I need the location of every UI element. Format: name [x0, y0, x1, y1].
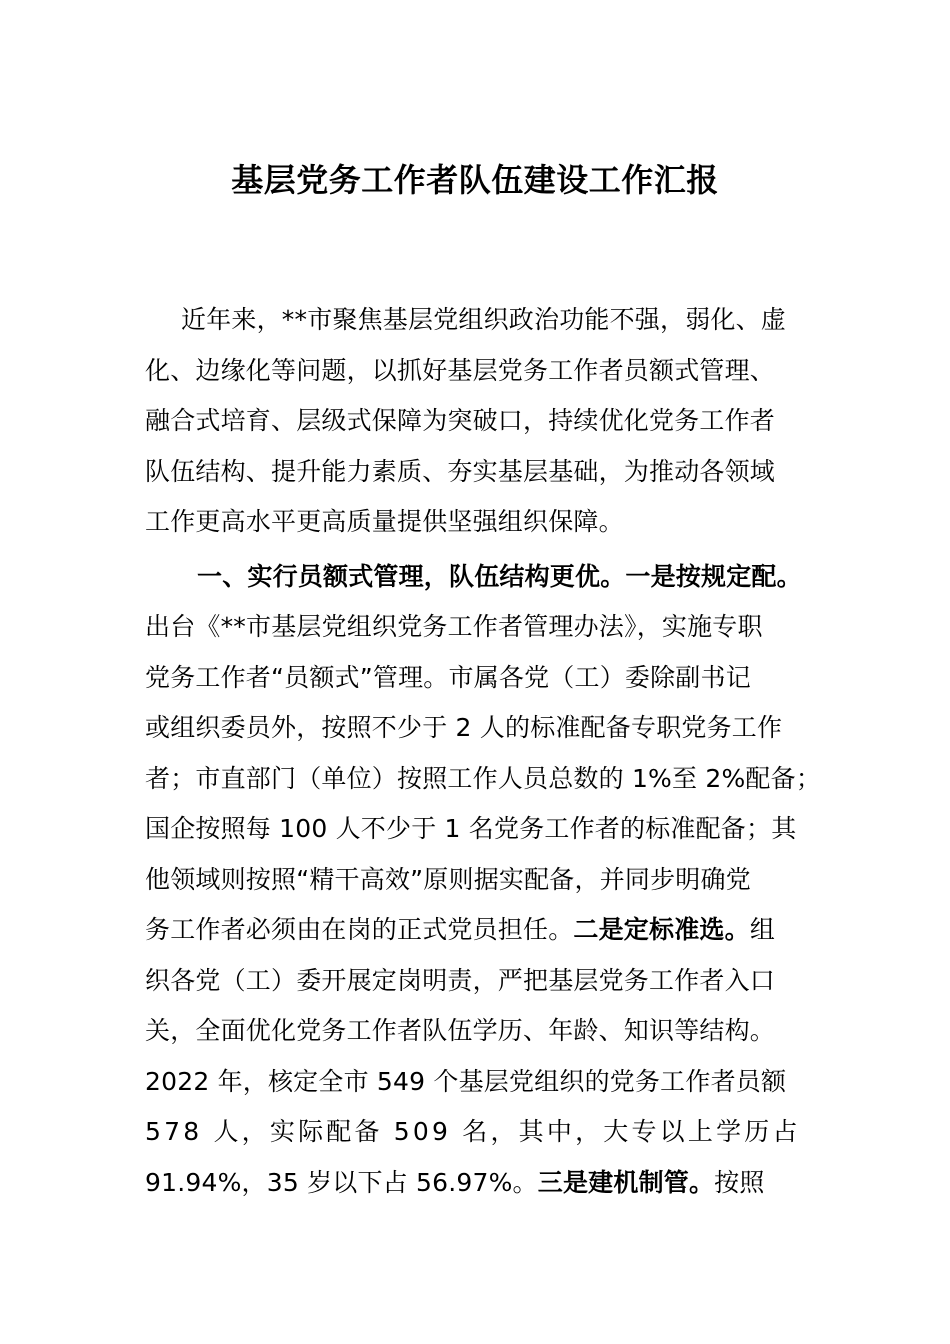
text-run: 务工作者必须由在岗的正式党员担任。	[145, 915, 574, 944]
paragraph-line: 他领域则按照“精干高效”原则据实配备，并同步明确党	[145, 864, 751, 894]
text-run: 按照	[714, 1167, 765, 1197]
text-run: 组	[749, 915, 776, 944]
document-body	[145, 295, 822, 1208]
paragraph-line: 队伍结构、提升能力素质、夯实基层基础，为推动各领域	[145, 456, 776, 486]
paragraph-line: 者；市直部门（单位）按照工作人员总数的 1%至 2%配备；	[145, 763, 822, 793]
paragraph-line: 出台《**市基层党组织党务工作者管理办法》，实施专职	[145, 612, 763, 641]
paragraph-section-one	[145, 552, 822, 1209]
paragraph-line: 578 人，实际配备 509 名，其中，大专以上学历占	[145, 1117, 801, 1146]
paragraph-line-mixed	[145, 1158, 810, 1209]
text-run: 91.94%，35 岁以下占 56.97%。	[145, 1167, 538, 1197]
paragraph-line: 近年来，**市聚焦基层党组织政治功能不强，弱化、虚	[181, 305, 787, 334]
paragraph-line: 关，全面优化党务工作者队伍学历、年龄、知识等结构。	[145, 1016, 776, 1045]
section-heading-line: 一、实行员额式管理，队伍结构更优。一是按规定配。	[197, 561, 802, 591]
bold-subheading: 三是建机制管。	[537, 1167, 715, 1197]
paragraph-line-mixed	[145, 905, 810, 956]
paragraph-line: 织各党（工）委开展定岗明责，严把基层党务工作者入口	[145, 965, 776, 995]
paragraph-line: 2022 年，核定全市 549 个基层党组织的党务工作者员额	[145, 1066, 787, 1096]
paragraph-line: 化、边缘化等问题，以抓好基层党务工作者员额式管理、	[145, 355, 776, 385]
paragraph-line: 融合式培育、层级式保障为突破口，持续优化党务工作者	[145, 406, 776, 435]
document-title: 基层党务工作者队伍建设工作汇报	[231, 161, 719, 199]
paragraph-line: 党务工作者“员额式”管理。市属各党（工）委除副书记	[145, 662, 751, 692]
bold-subheading: 二是定标准选。	[573, 915, 750, 944]
paragraph-line: 国企按照每 100 人不少于 1 名党务工作者的标准配备；其	[145, 814, 797, 843]
paragraph-intro	[145, 295, 810, 548]
paragraph-line: 工作更高水平更高质量提供坚强组织保障。	[145, 507, 624, 536]
paragraph-line: 或组织委员外，按照不少于 2 人的标准配备专职党务工作	[145, 713, 783, 742]
